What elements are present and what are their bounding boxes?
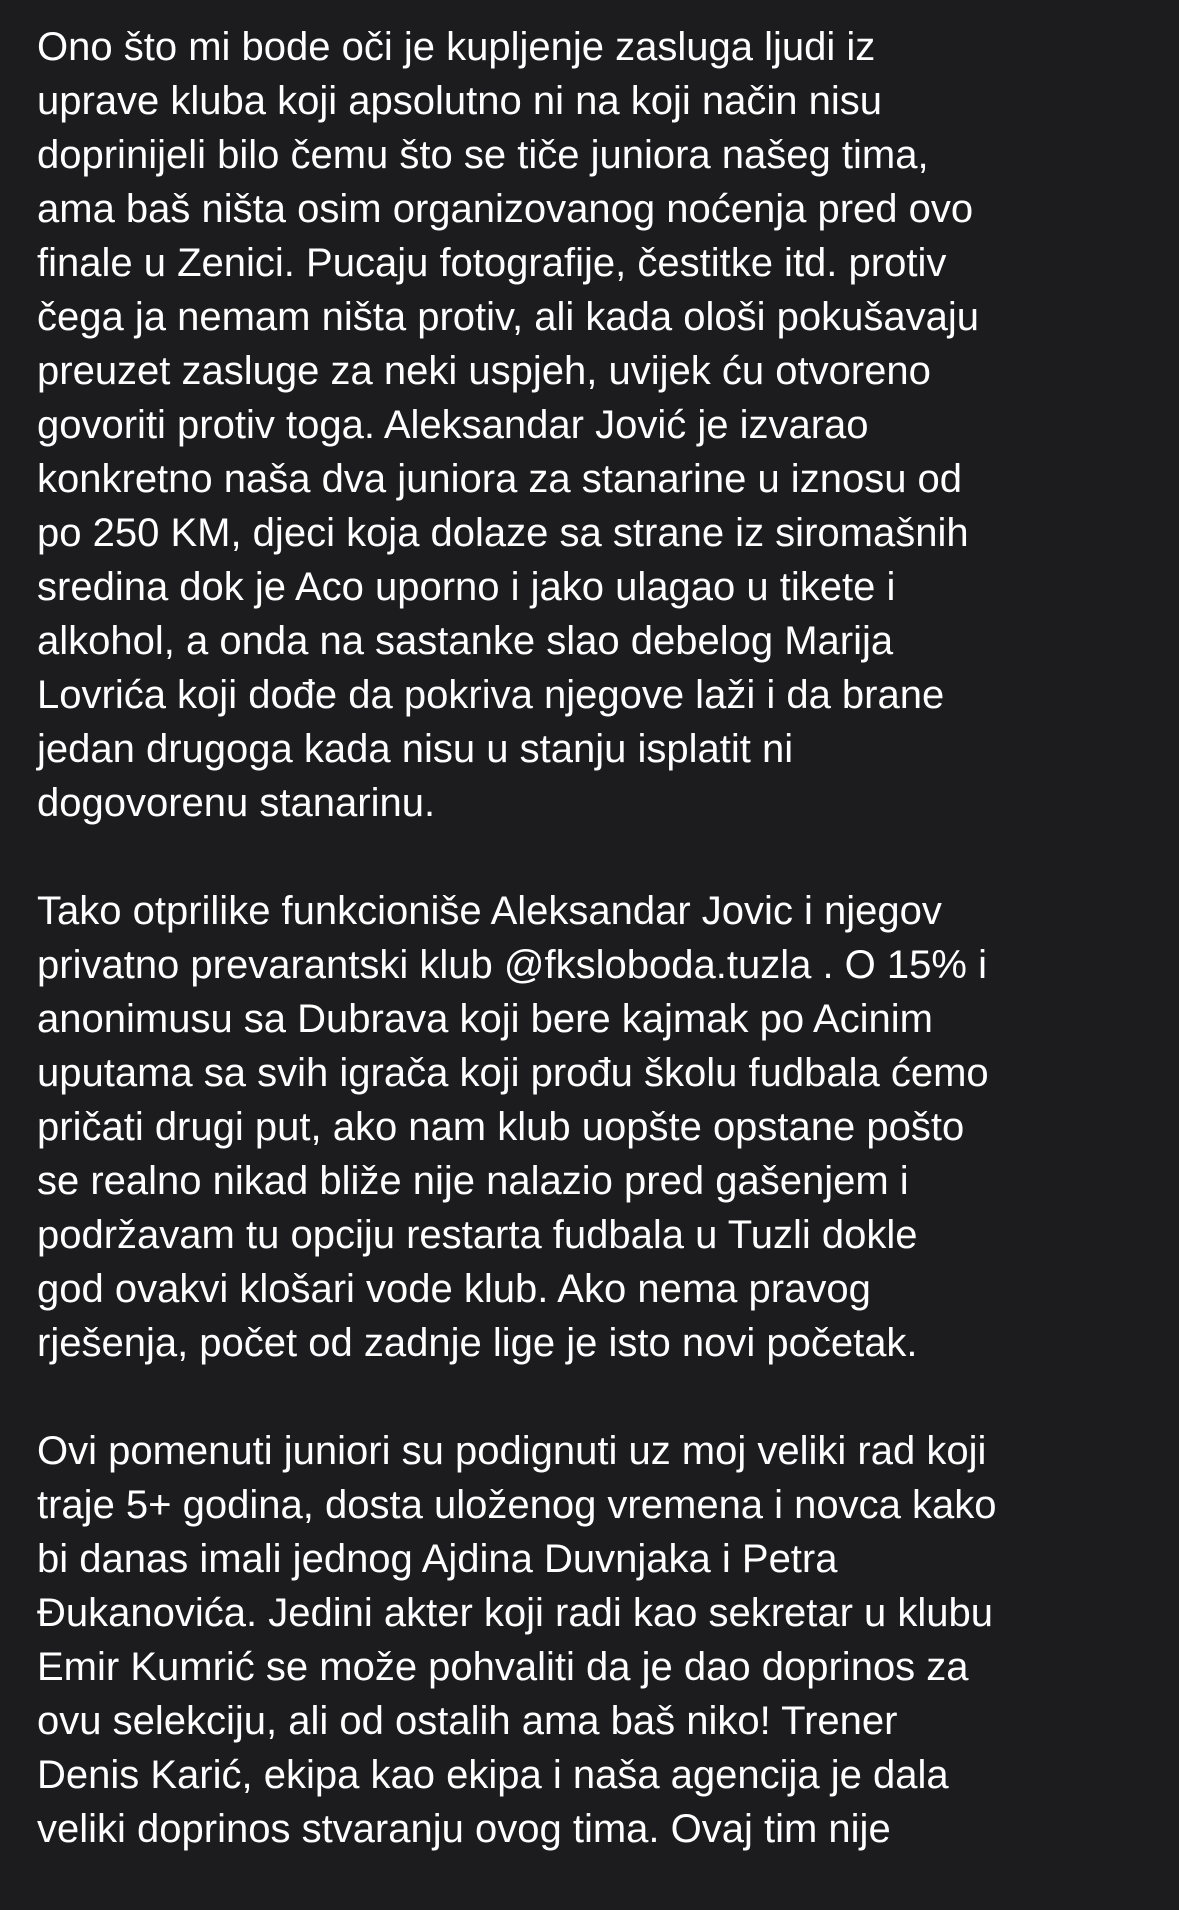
text-line: bi danas imali jednog Ajdina Duvnjaka i Petra xyxy=(37,1537,838,1581)
text-line: finale u Zenici. Pucaju fotografije, čestitke itd. protiv xyxy=(37,241,947,285)
text-line: se realno nikad bliže nije nalazio pred gašenjem i xyxy=(37,1159,909,1203)
text-line: po 250 KM, djeci koja dolaze sa strane iz siromašnih xyxy=(37,511,969,555)
text-line: Đukanovića. Jedini akter koji radi kao sekretar u klubu xyxy=(37,1591,994,1635)
text-line: traje 5+ godina, dosta uloženog vremena i novca kako xyxy=(37,1483,997,1527)
text-line: anonimusu sa Dubrava koji bere kajmak po Acinim xyxy=(37,997,933,1041)
text-line: preuzet zasluge za neki uspjeh, uvijek ću otvoreno xyxy=(37,349,931,393)
paragraph-3 xyxy=(37,1424,1157,1856)
text-line: podržavam tu opciju restarta fudbala u Tuzli dokle xyxy=(37,1213,918,1257)
text-line: alkohol, a onda na sastanke slao debelog Marija xyxy=(37,619,894,663)
text-line: privatno prevarantski klub @fksloboda.tuzla . O 15% i xyxy=(37,943,987,987)
text-line: Ovi pomenuti juniori su podignuti uz moj veliki rad koji xyxy=(37,1429,987,1473)
paragraph-1 xyxy=(37,20,1157,830)
text-line: dogovorenu stanarinu. xyxy=(37,781,436,825)
text-line: Denis Karić, ekipa kao ekipa i naša agencija je dala xyxy=(37,1753,949,1797)
text-line: uputama sa svih igrača koji prođu školu fudbala ćemo xyxy=(37,1051,989,1095)
text-line: konkretno naša dva juniora za stanarine u iznosu od xyxy=(37,457,963,501)
paragraph-2 xyxy=(37,884,1157,1370)
text-line: Ono što mi bode oči je kupljenje zasluga ljudi iz xyxy=(37,25,876,69)
text-line: sredina dok je Aco uporno i jako ulagao u tikete i xyxy=(37,565,896,609)
text-line: doprinijeli bilo čemu što se tiče juniora našeg tima, xyxy=(37,133,929,177)
text-line: veliki doprinos stvaranju ovog tima. Ovaj tim nije xyxy=(37,1807,891,1851)
post-text xyxy=(37,20,1157,1910)
text-line: jedan drugoga kada nisu u stanju isplatit ni xyxy=(37,727,794,771)
text-line: čega ja nemam ništa protiv, ali kada ološi pokušavaju xyxy=(37,295,979,339)
text-line: pričati drugi put, ako nam klub uopšte opstane pošto xyxy=(37,1105,965,1149)
text-line: Tako otprilike funkcioniše Aleksandar Jovic i njegov xyxy=(37,889,942,933)
text-line: god ovakvi klošari vode klub. Ako nema pravog xyxy=(37,1267,871,1311)
text-line: ama baš ništa osim organizovanog noćenja pred ovo xyxy=(37,187,974,231)
text-line: govoriti protiv toga. Aleksandar Jović je izvarao xyxy=(37,403,869,447)
text-line: Lovrića koji dođe da pokriva njegove laži i da brane xyxy=(37,673,945,717)
text-line: Emir Kumrić se može pohvaliti da je dao doprinos za xyxy=(37,1645,969,1689)
text-line: rješenja, počet od zadnje lige je isto novi početak. xyxy=(37,1321,918,1365)
text-line: ovu selekciju, ali od ostalih ama baš niko! Trener xyxy=(37,1699,898,1743)
text-line: uprave kluba koji apsolutno ni na koji način nisu xyxy=(37,79,882,123)
